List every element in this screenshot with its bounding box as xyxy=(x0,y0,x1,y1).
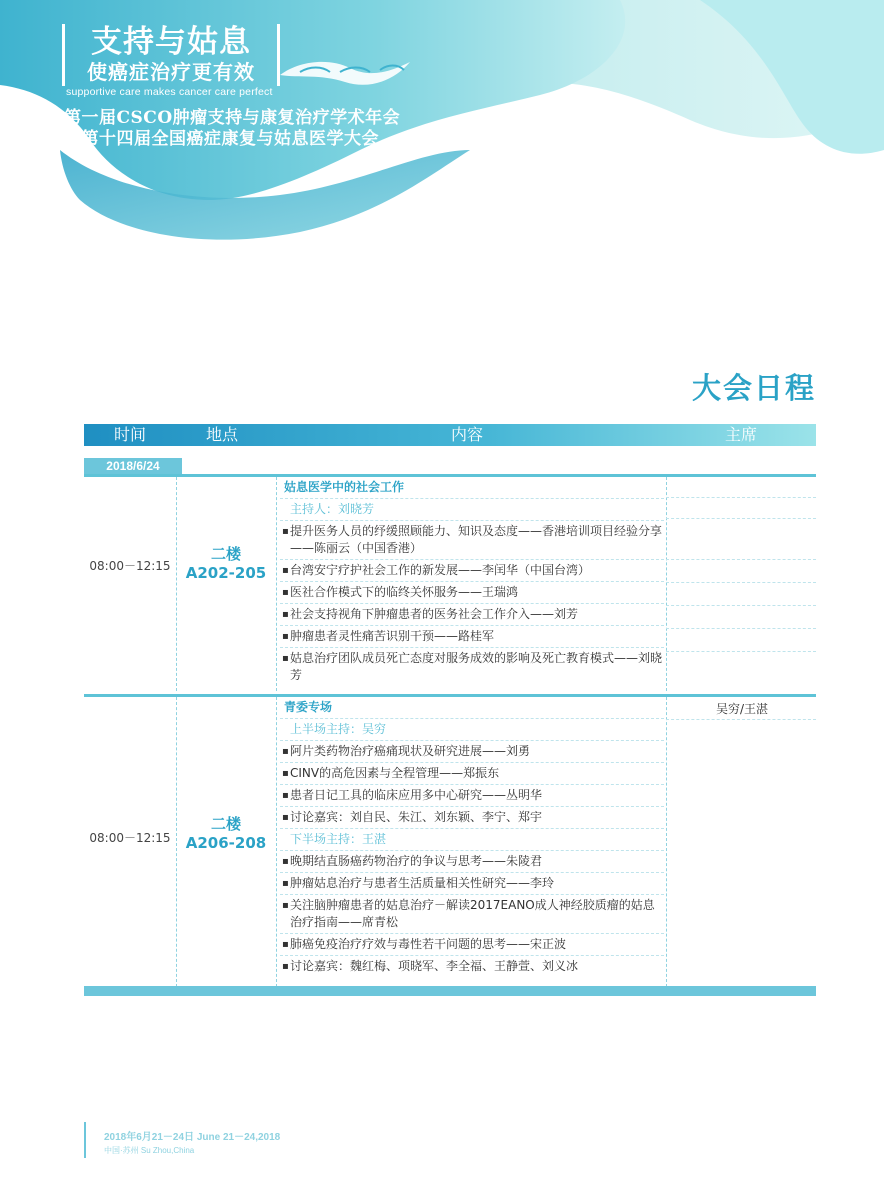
session-host-first-half: 上半场主持：吴穷 xyxy=(280,719,664,741)
date-tag: 2018/6/24 xyxy=(84,458,182,474)
session-time: 08:00－12:15 xyxy=(89,559,171,573)
agenda-item: ▪ 肿瘤姑息治疗与患者生活质量相关性研究——李玲 xyxy=(280,873,664,895)
chair-column xyxy=(666,477,816,652)
agenda-item: ▪ 医社合作模式下的临终关怀服务——王瑞鸿 xyxy=(280,582,664,604)
agenda-item: ▪ 肺癌免疫治疗疗效与毒性若干问题的思考——宋正波 xyxy=(280,934,664,956)
session-host-second-half: 下半场主持：王湛 xyxy=(280,829,664,851)
session-topic: 青委专场 xyxy=(280,697,664,719)
page-title: 大会日程 xyxy=(691,371,816,405)
agenda-item: ▪ 晚期结直肠癌药物治疗的争议与思考——朱陵君 xyxy=(280,851,664,873)
session-place xyxy=(176,815,276,853)
column-header-content: 内容 xyxy=(450,425,483,444)
table-bottom-bar xyxy=(84,986,816,996)
session-chair: 吴穷/王湛 xyxy=(715,702,769,716)
chair-slot xyxy=(666,498,816,519)
chair-slot xyxy=(666,606,816,629)
session-place xyxy=(176,545,276,583)
tagline: supportive care makes cancer care perfect xyxy=(66,86,273,98)
chair-slot xyxy=(666,629,816,652)
session-content xyxy=(280,477,664,686)
place-floor: 二楼 xyxy=(210,545,241,563)
session-host: 主持人：刘晓芳 xyxy=(280,499,664,521)
agenda-item: ▪ 提升医务人员的纾缓照顾能力、知识及态度——香港培训项目经验分享——陈丽云（中国香港） xyxy=(280,521,664,560)
agenda-item: ▪ CINV的高危因素与全程管理——郑振东 xyxy=(280,763,664,785)
agenda-item: ▪ 阿片类药物治疗癌痛现状及研究进展——刘勇 xyxy=(280,741,664,763)
logo-title: 支持与姑息 xyxy=(91,24,251,60)
agenda-item: ▪ 讨论嘉宾：魏红梅、项晓军、李全福、王静萱、刘义冰 xyxy=(280,956,664,977)
footer-dates: 2018年6月21－24日 June 21－24,2018 xyxy=(104,1132,281,1143)
agenda-item: ▪ 关注脑肿瘤患者的姑息治疗－解读2017EANO成人神经胶质瘤的姑息治疗指南——席青松 xyxy=(280,895,664,934)
column-divider xyxy=(176,477,177,691)
agenda-item: ▪ 肿瘤患者灵性痛苦识别干预——路桂军 xyxy=(280,626,664,648)
agenda-item: ▪ 患者日记工具的临床应用多中心研究——丛明华 xyxy=(280,785,664,807)
table-header xyxy=(84,424,816,446)
conference-title-line1: 第一届CSCO肿瘤支持与康复治疗学术年会 xyxy=(64,108,401,128)
agenda-item: ▪ 讨论嘉宾：刘自民、朱江、刘东颖、李宁、郑宇 xyxy=(280,807,664,829)
date-bar xyxy=(84,458,816,477)
session-2 xyxy=(84,694,816,987)
chair-column xyxy=(666,697,816,720)
chair-slot xyxy=(666,519,816,560)
column-divider xyxy=(276,697,277,987)
chair-slot xyxy=(666,583,816,606)
place-room: A202-205 xyxy=(185,564,267,582)
session-content xyxy=(280,697,664,977)
column-header-place: 地点 xyxy=(205,425,238,444)
chair-slot xyxy=(666,697,816,720)
column-divider xyxy=(666,697,667,987)
session-time: 08:00－12:15 xyxy=(89,831,171,845)
agenda-item: ▪ 台湾安宁疗护社会工作的新发展——李闰华（中国台湾） xyxy=(280,560,664,582)
session-topic: 姑息医学中的社会工作 xyxy=(280,477,664,499)
agenda-item: ▪ 姑息治疗团队成员死亡态度对服务成效的影响及死亡教育模式——刘晓芳 xyxy=(280,648,664,686)
place-room: A206-208 xyxy=(185,834,267,852)
footer-location: 中国·苏州 Su Zhou,China xyxy=(104,1146,195,1155)
column-divider xyxy=(276,477,277,691)
session-1 xyxy=(84,477,816,691)
chair-slot xyxy=(666,560,816,583)
chair-slot xyxy=(666,477,816,498)
place-floor: 二楼 xyxy=(210,815,241,833)
column-header-chair: 主席 xyxy=(724,425,757,444)
logo-subtitle: 使癌症治疗更有效 xyxy=(87,60,255,84)
conference-title-line2: 暨第十四届全国癌症康复与姑息医学大会 xyxy=(64,129,379,149)
event-logo xyxy=(62,24,280,86)
footer-rule xyxy=(84,1122,86,1158)
column-header-time: 时间 xyxy=(113,425,146,444)
agenda-item: ▪ 社会支持视角下肿瘤患者的医务社会工作介入——刘芳 xyxy=(280,604,664,626)
